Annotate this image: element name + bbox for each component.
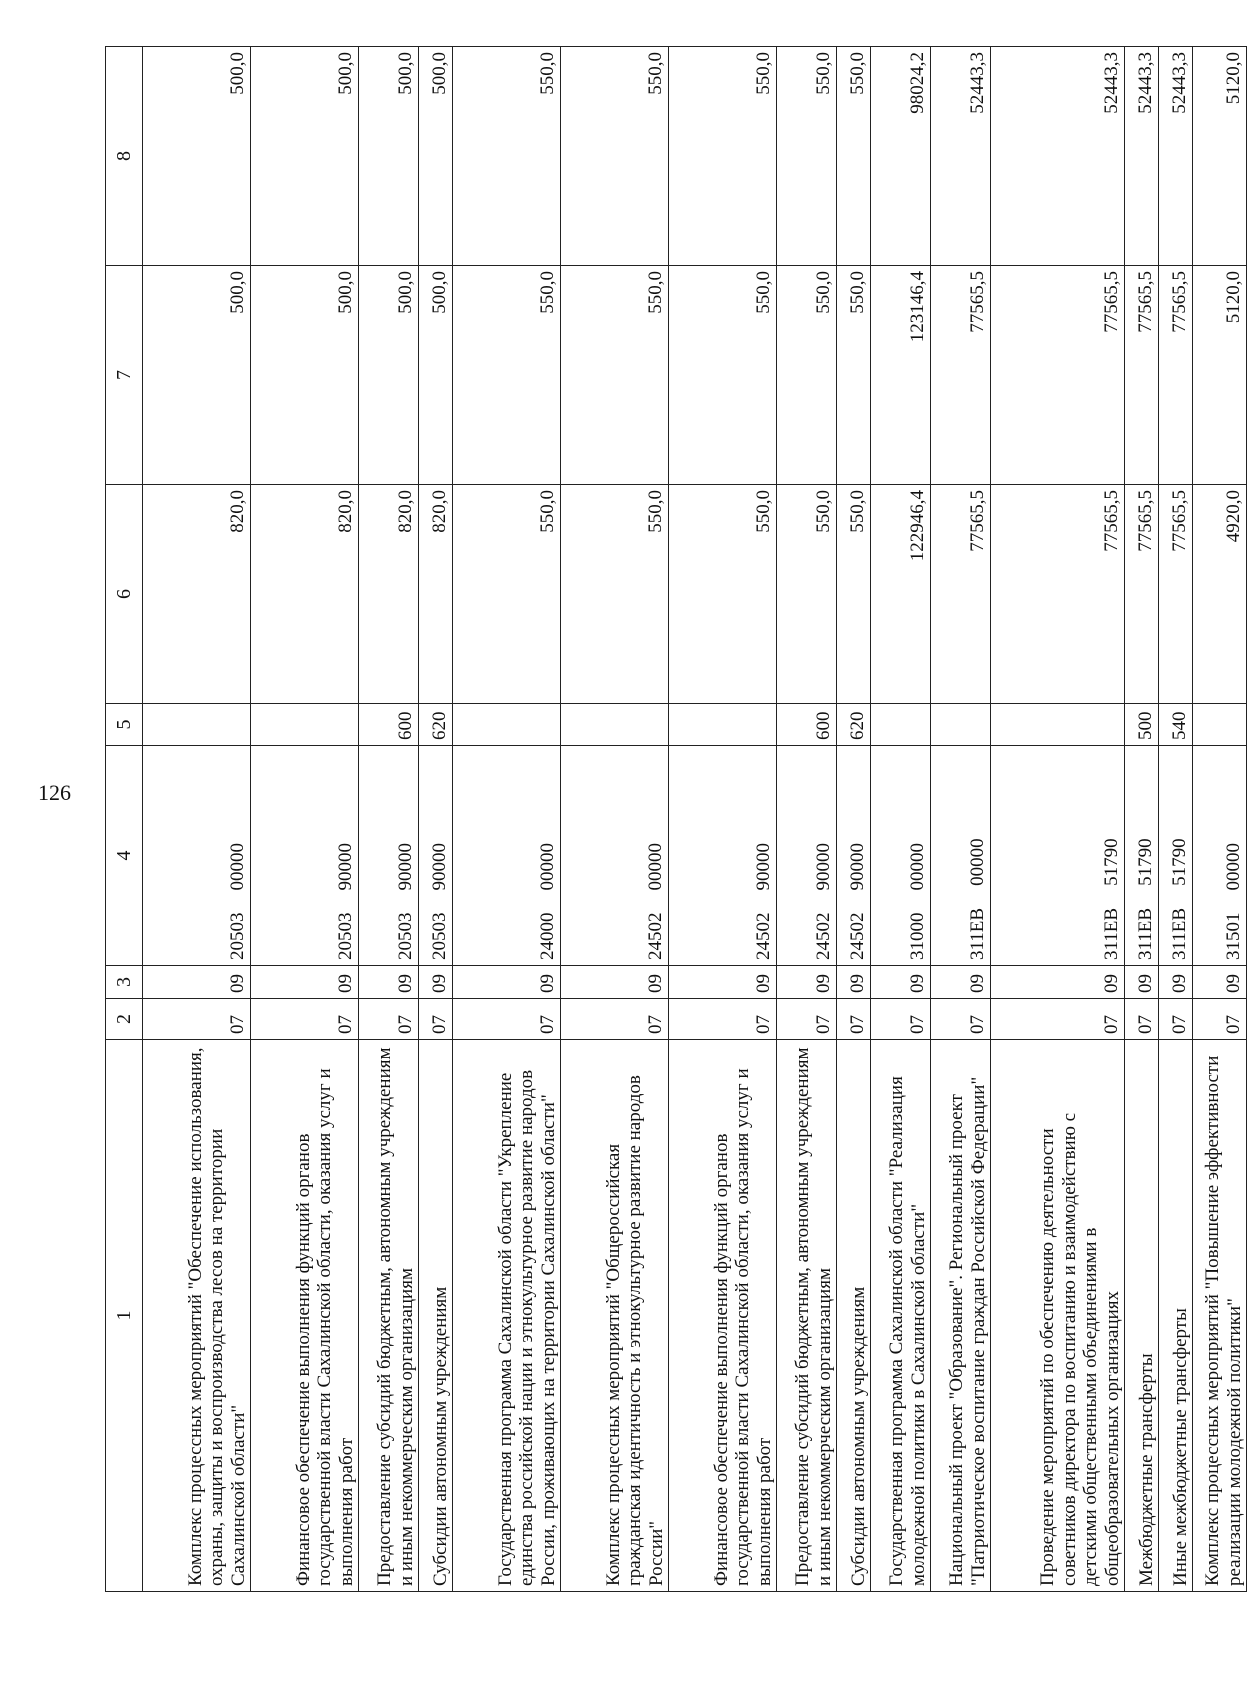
- subsection-code-cell: 09: [1159, 966, 1193, 999]
- target-article-direction: 51790: [1169, 838, 1190, 886]
- rotated-table-sheet: [105, 47, 1245, 1592]
- subsection-code-cell: 09: [931, 966, 991, 999]
- amount-col8-cell: 52443,3: [931, 47, 991, 266]
- target-article-program: 31000: [907, 912, 928, 960]
- amount-col6-cell: 820,0: [359, 485, 419, 704]
- item-name-cell: Комплекс процессных мероприятий "Обеспечение использования, охраны, защиты и воспроизводства лесов на территории Сахалинской области": [143, 1040, 251, 1592]
- section-code-cell: 07: [669, 999, 777, 1040]
- target-article-program: 311ЕВ: [1135, 907, 1156, 960]
- item-name-cell: Субсидии автономным учреждениям: [837, 1040, 871, 1592]
- amount-col7-cell: 77565,5: [931, 266, 991, 485]
- amount-col8-cell: 550,0: [777, 47, 837, 266]
- target-article-program: 20503: [335, 912, 356, 960]
- expense-type-cell: 500: [1125, 704, 1159, 746]
- amount-col6-cell: 820,0: [251, 485, 359, 704]
- amount-col7-cell: 500,0: [143, 266, 251, 485]
- amount-col7-cell: 500,0: [419, 266, 453, 485]
- header-row: [106, 47, 143, 1592]
- target-article-program: 24000: [537, 912, 558, 960]
- header-col-2: 2: [106, 999, 143, 1040]
- section-code-cell: 07: [991, 999, 1125, 1040]
- amount-col6-cell: 77565,5: [1125, 485, 1159, 704]
- amount-col6-cell: 550,0: [837, 485, 871, 704]
- target-article-program: 20503: [395, 912, 416, 960]
- amount-col8-cell: 550,0: [453, 47, 561, 266]
- subsection-code-cell: 09: [419, 966, 453, 999]
- amount-col7-cell: 500,0: [251, 266, 359, 485]
- table-row: [561, 47, 669, 1592]
- table-row: [359, 47, 419, 1592]
- subsection-code-cell: 09: [837, 966, 871, 999]
- target-article-cell: [359, 746, 419, 966]
- amount-col7-cell: 550,0: [453, 266, 561, 485]
- amount-col7-cell: 77565,5: [1159, 266, 1193, 485]
- target-article-program: 20503: [227, 912, 248, 960]
- section-code-cell: 07: [251, 999, 359, 1040]
- item-name-cell: Национальный проект "Образование". Региональный проект "Патриотическое воспитание граждан Российской Федерации": [931, 1040, 991, 1592]
- target-article-direction: 90000: [395, 843, 416, 891]
- amount-col6-cell: 550,0: [453, 485, 561, 704]
- item-name-cell: Комплекс процессных мероприятий "Повышение эффективности реализации молодежной политики": [1193, 1040, 1247, 1592]
- amount-col7-cell: 500,0: [359, 266, 419, 485]
- target-article-direction: 00000: [537, 843, 558, 891]
- budget-table: [105, 46, 1247, 1592]
- section-code-cell: 07: [1125, 999, 1159, 1040]
- expense-type-cell: [251, 704, 359, 746]
- subsection-code-cell: 09: [871, 966, 931, 999]
- section-code-cell: 07: [931, 999, 991, 1040]
- item-name-cell: Проведение мероприятий по обеспечению деятельности советников директора по воспитанию и взаимодействию с детскими общественными объединениями в общеобразовательных организациях: [991, 1040, 1125, 1592]
- item-name-cell: Финансовое обеспечение выполнения функций органов государственной власти Сахалинской области, оказания услуг и выполнения работ: [669, 1040, 777, 1592]
- table-row: [1159, 47, 1193, 1592]
- target-article-direction: 90000: [753, 843, 774, 891]
- header-col-4: 4: [106, 746, 143, 966]
- amount-col6-cell: 77565,5: [1159, 485, 1193, 704]
- section-code-cell: 07: [419, 999, 453, 1040]
- amount-col6-cell: 77565,5: [991, 485, 1125, 704]
- item-name-cell: Финансовое обеспечение выполнения функций органов государственной власти Сахалинской области, оказания услуг и выполнения работ: [251, 1040, 359, 1592]
- expense-type-cell: 600: [359, 704, 419, 746]
- item-name-cell: Государственная программа Сахалинской области "Реализация молодежной политики в Сахалинской области": [871, 1040, 931, 1592]
- target-article-direction: 90000: [847, 843, 868, 891]
- amount-col8-cell: 500,0: [251, 47, 359, 266]
- table-row: [143, 47, 251, 1592]
- amount-col7-cell: 550,0: [837, 266, 871, 485]
- item-name-cell: Комплекс процессных мероприятий "Общероссийская гражданская идентичность и этнокультурное развитие народов России": [561, 1040, 669, 1592]
- table-row: [251, 47, 359, 1592]
- amount-col8-cell: 5120,0: [1193, 47, 1247, 266]
- target-article-cell: [991, 746, 1125, 966]
- target-article-cell: [1125, 746, 1159, 966]
- expense-type-cell: 600: [777, 704, 837, 746]
- expense-type-cell: [991, 704, 1125, 746]
- table-row: [871, 47, 931, 1592]
- target-article-cell: [453, 746, 561, 966]
- target-article-direction: 00000: [227, 843, 248, 891]
- subsection-code-cell: 09: [251, 966, 359, 999]
- item-name-cell: Предоставление субсидий бюджетным, автономным учреждениям и иным некоммерческим организациям: [359, 1040, 419, 1592]
- amount-col8-cell: 550,0: [669, 47, 777, 266]
- target-article-program: 31501: [1223, 912, 1244, 960]
- expense-type-cell: [669, 704, 777, 746]
- target-article-direction: 90000: [335, 843, 356, 891]
- expense-type-cell: [1193, 704, 1247, 746]
- subsection-code-cell: 09: [453, 966, 561, 999]
- table-body: [143, 47, 1247, 1592]
- page-number: 126: [38, 780, 71, 805]
- target-article-cell: [1193, 746, 1247, 966]
- target-article-direction: 00000: [1223, 843, 1244, 891]
- amount-col8-cell: 52443,3: [991, 47, 1125, 266]
- section-code-cell: 07: [777, 999, 837, 1040]
- expense-type-cell: 540: [1159, 704, 1193, 746]
- subsection-code-cell: 09: [1193, 966, 1247, 999]
- section-code-cell: 07: [143, 999, 251, 1040]
- target-article-direction: 90000: [813, 843, 834, 891]
- target-article-program: 24502: [813, 912, 834, 960]
- item-name-cell: Предоставление субсидий бюджетным, автономным учреждениям и иным некоммерческим организациям: [777, 1040, 837, 1592]
- target-article-program: 24502: [645, 912, 666, 960]
- target-article-cell: [871, 746, 931, 966]
- target-article-cell: [251, 746, 359, 966]
- amount-col8-cell: 52443,3: [1125, 47, 1159, 266]
- table-row: [1125, 47, 1159, 1592]
- amount-col6-cell: 550,0: [777, 485, 837, 704]
- header-col-3: 3: [106, 966, 143, 999]
- header-col-7: 7: [106, 266, 143, 485]
- amount-col7-cell: 77565,5: [1125, 266, 1159, 485]
- amount-col7-cell: 550,0: [669, 266, 777, 485]
- expense-type-cell: 620: [837, 704, 871, 746]
- header-col-8: 8: [106, 47, 143, 266]
- target-article-direction: 51790: [1101, 838, 1122, 886]
- target-article-direction: 00000: [645, 843, 666, 891]
- item-name-cell: Государственная программа Сахалинской области "Укрепление единства российской нации и этнокультурное развитие народов России, проживающих на территории Сахалинской области": [453, 1040, 561, 1592]
- amount-col6-cell: 77565,5: [931, 485, 991, 704]
- amount-col8-cell: 98024,2: [871, 47, 931, 266]
- section-code-cell: 07: [1159, 999, 1193, 1040]
- amount-col6-cell: 820,0: [143, 485, 251, 704]
- amount-col6-cell: 550,0: [669, 485, 777, 704]
- table-row: [419, 47, 453, 1592]
- item-name-cell: Иные межбюджетные трансферты: [1159, 1040, 1193, 1592]
- expense-type-cell: [143, 704, 251, 746]
- target-article-direction: 51790: [1135, 838, 1156, 886]
- header-col-1: 1: [106, 1040, 143, 1592]
- section-code-cell: 07: [359, 999, 419, 1040]
- amount-col8-cell: 500,0: [143, 47, 251, 266]
- item-name-cell: Субсидии автономным учреждениям: [419, 1040, 453, 1592]
- expense-type-cell: [931, 704, 991, 746]
- subsection-code-cell: 09: [1125, 966, 1159, 999]
- subsection-code-cell: 09: [777, 966, 837, 999]
- section-code-cell: 07: [561, 999, 669, 1040]
- subsection-code-cell: 09: [143, 966, 251, 999]
- target-article-direction: 00000: [907, 843, 928, 891]
- expense-type-cell: [871, 704, 931, 746]
- section-code-cell: 07: [1193, 999, 1247, 1040]
- target-article-program: 20503: [429, 912, 450, 960]
- table-row: [777, 47, 837, 1592]
- amount-col7-cell: 77565,5: [991, 266, 1125, 485]
- subsection-code-cell: 09: [991, 966, 1125, 999]
- table-row: [991, 47, 1125, 1592]
- table-row: [1193, 47, 1247, 1592]
- amount-col8-cell: 500,0: [419, 47, 453, 266]
- amount-col7-cell: 123146,4: [871, 266, 931, 485]
- subsection-code-cell: 09: [669, 966, 777, 999]
- table-row: [453, 47, 561, 1592]
- header-col-5: 5: [106, 704, 143, 746]
- amount-col7-cell: 550,0: [777, 266, 837, 485]
- expense-type-cell: 620: [419, 704, 453, 746]
- amount-col7-cell: 550,0: [561, 266, 669, 485]
- amount-col8-cell: 500,0: [359, 47, 419, 266]
- target-article-program: 311ЕВ: [967, 907, 988, 960]
- target-article-cell: [143, 746, 251, 966]
- amount-col7-cell: 5120,0: [1193, 266, 1247, 485]
- section-code-cell: 07: [871, 999, 931, 1040]
- target-article-cell: [419, 746, 453, 966]
- target-article-cell: [931, 746, 991, 966]
- table-row: [669, 47, 777, 1592]
- header-col-6: 6: [106, 485, 143, 704]
- section-code-cell: 07: [837, 999, 871, 1040]
- target-article-direction: 90000: [429, 843, 450, 891]
- item-name-cell: Межбюджетные трансферты: [1125, 1040, 1159, 1592]
- subsection-code-cell: 09: [359, 966, 419, 999]
- target-article-program: 311ЕВ: [1101, 907, 1122, 960]
- table-row: [837, 47, 871, 1592]
- target-article-cell: [837, 746, 871, 966]
- section-code-cell: 07: [453, 999, 561, 1040]
- target-article-cell: [1159, 746, 1193, 966]
- amount-col8-cell: 550,0: [837, 47, 871, 266]
- amount-col6-cell: 4920,0: [1193, 485, 1247, 704]
- target-article-cell: [777, 746, 837, 966]
- target-article-program: 311ЕВ: [1169, 907, 1190, 960]
- amount-col6-cell: 550,0: [561, 485, 669, 704]
- amount-col8-cell: 550,0: [561, 47, 669, 266]
- expense-type-cell: [453, 704, 561, 746]
- amount-col8-cell: 52443,3: [1159, 47, 1193, 266]
- subsection-code-cell: 09: [561, 966, 669, 999]
- amount-col6-cell: 820,0: [419, 485, 453, 704]
- target-article-program: 24502: [847, 912, 868, 960]
- target-article-direction: 00000: [967, 838, 988, 886]
- table-row: [931, 47, 991, 1592]
- amount-col6-cell: 122946,4: [871, 485, 931, 704]
- target-article-cell: [669, 746, 777, 966]
- target-article-program: 24502: [753, 912, 774, 960]
- expense-type-cell: [561, 704, 669, 746]
- target-article-cell: [561, 746, 669, 966]
